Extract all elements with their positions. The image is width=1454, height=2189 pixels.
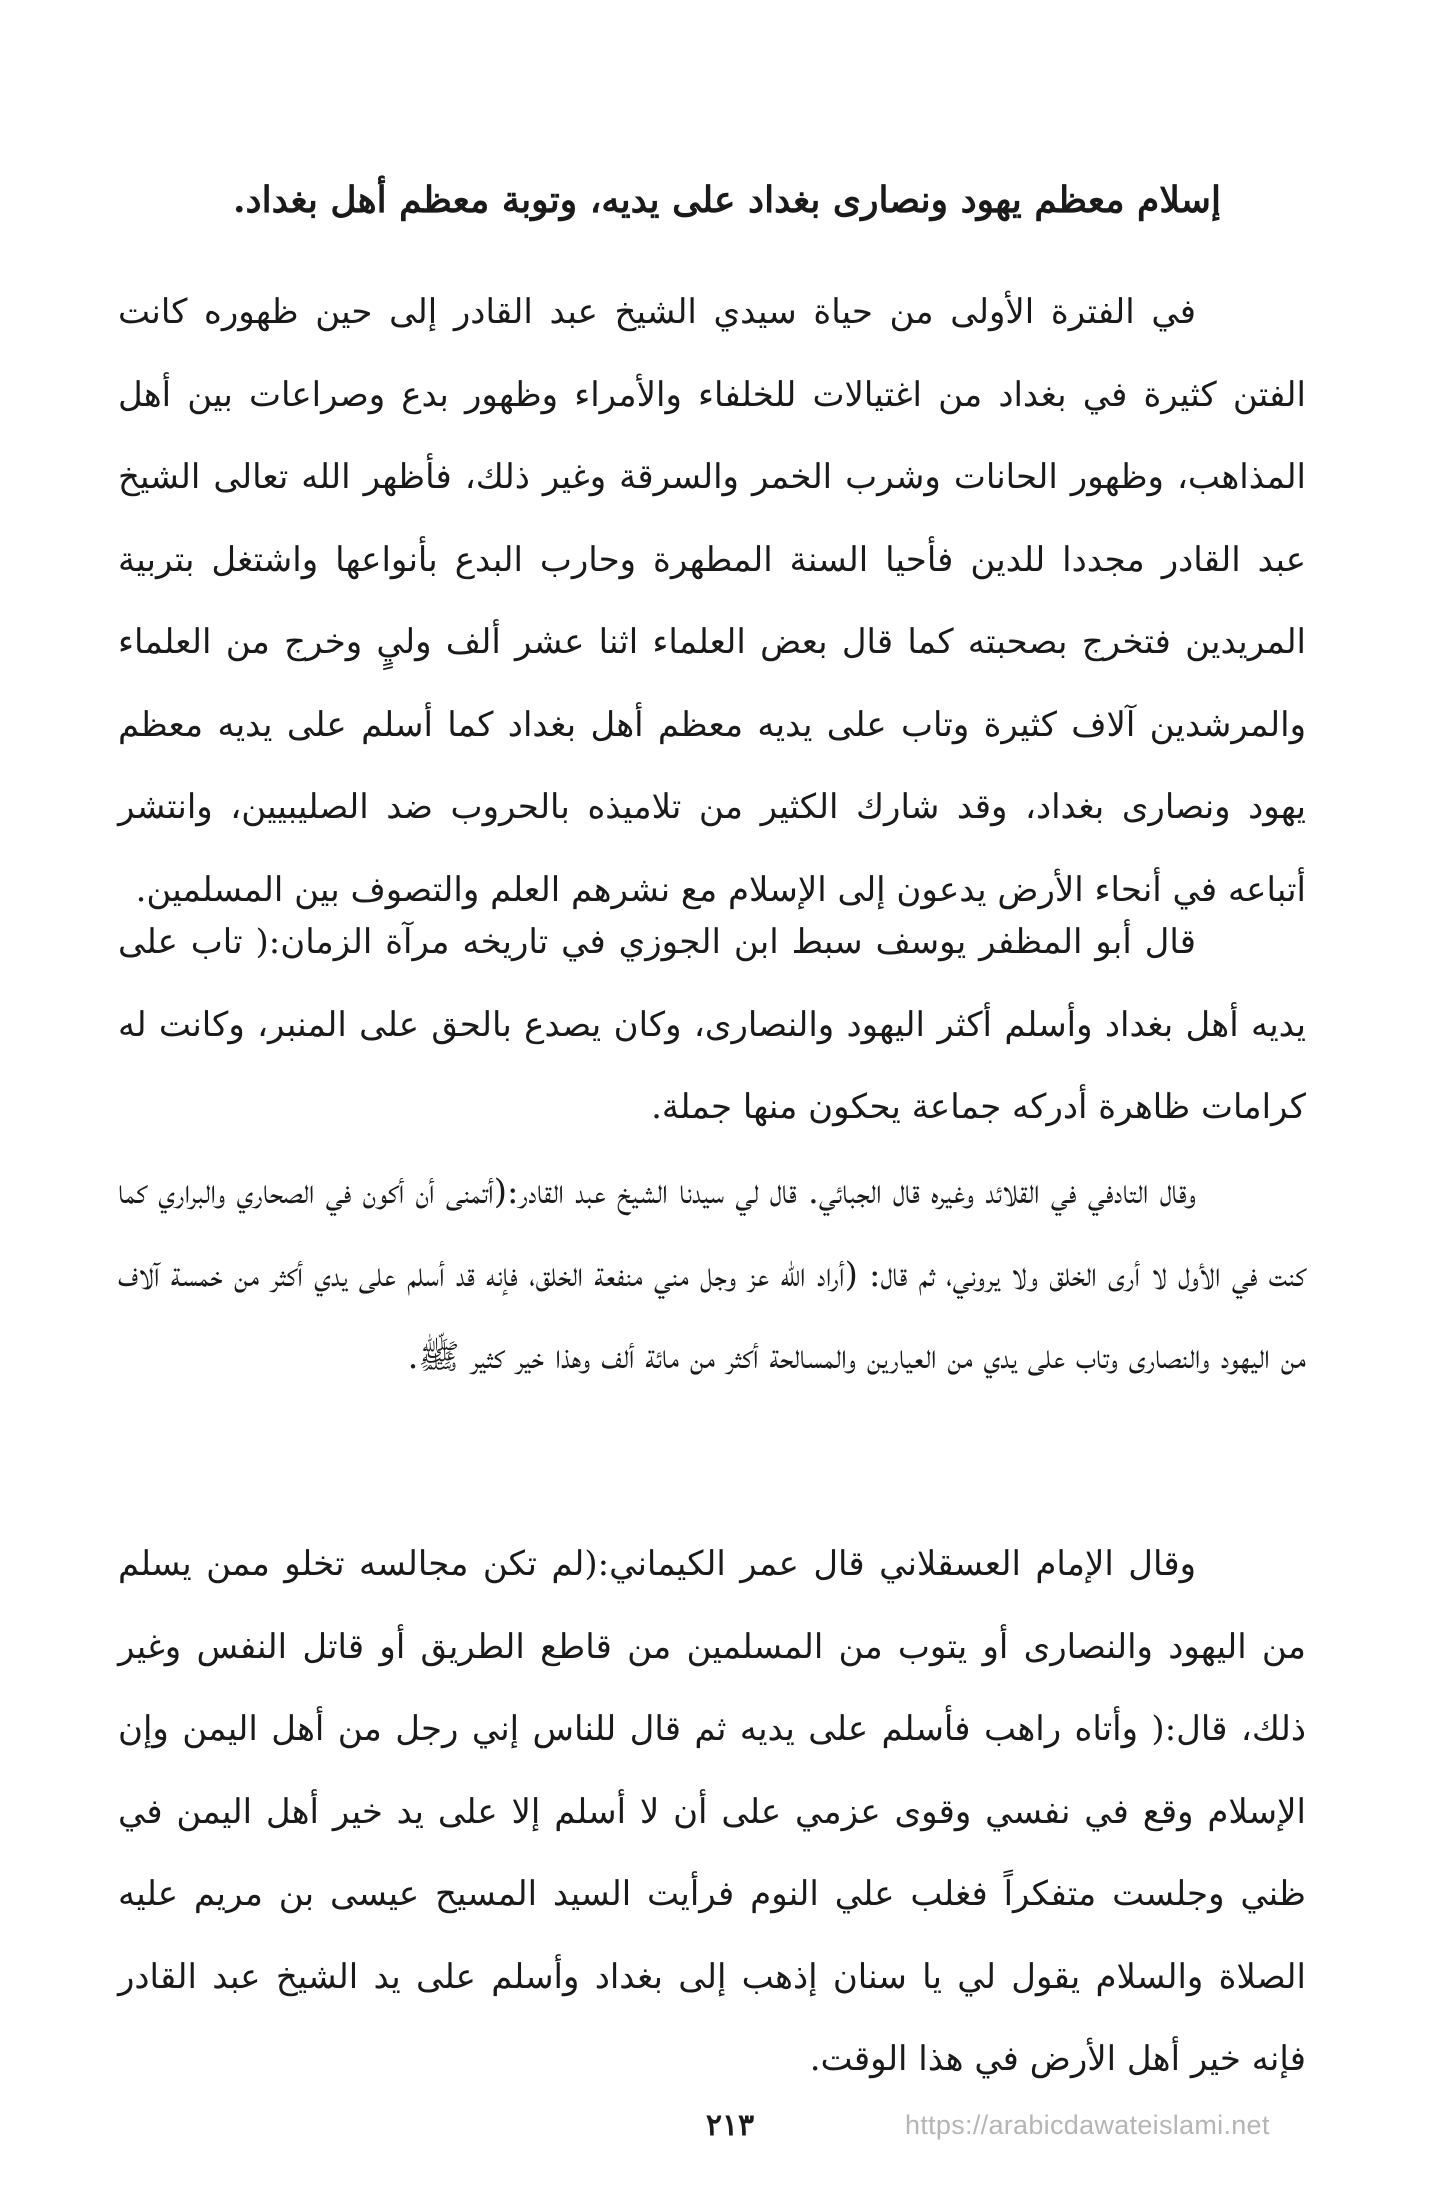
paragraph-2: قال أبو المظفر يوسف سبط ابن الجوزي في تاريخه مرآة الزمان:( تاب على يديه أهل بغداد وأسلم أكثر اليهود والنصارى، وكان يصدع بالحق على المنبر، وكانت له كرامات ظاهرة أدركه جماعة يحكون منها جملة. — [118, 922, 1306, 1127]
watermark-url: https://arabicdawateislami.net — [905, 2110, 1270, 2140]
paragraph-4: وقال الإمام العسقلاني قال عمر الكيماني:(لم تكن مجالسه تخلو ممن يسلم من اليهود والنصارى أو يتوب من المسلمين من قاطع الطريق أو قاتل النفس وغير ذلك، قال:( وأتاه راهب فأسلم على يديه ثم قال للناس إني رجل من أهل اليمن وإن الإسلام وقع في نفسي وقوى عزمي على أن لا أسلم إلا على يد خير أهل اليمن في ظني وجلست متفكراً فغلب علي النوم فرأيت السيد المسيح عيسى بن مريم عليه الصلاة والسلام يقول لي يا سنان إذهب إلى بغداد وأسلم على يد الشيخ عبد القادر فإنه خير أهل الأرض في هذا الوقت. — [118, 1544, 1306, 2079]
paragraph-1: في الفترة الأولى من حياة سيدي الشيخ عبد القادر إلى حين ظهوره كانت الفتن كثيرة في بغداد من اغتيالات للخلفاء والأمراء وظهور بدع وصراعات بين أهل المذاهب، وظهور الحانات وشرب الخمر والسرقة وغير ذلك، فأظهر الله تعالى الشيخ عبد القادر مجددا للدين فأحيا السنة المطهرة وحارب البدع بأنواعها واشتغل بتربية المريدين فتخرج بصحبته كما قال بعض العلماء اثنا عشر ألف وليٍ وخرج من العلماء والمرشدين آلاف كثيرة وتاب على يديه معظم أهل بغداد كما أسلم على يديه معظم يهود ونصارى بغداد، وقد شارك الكثير من تلاميذه بالحروب ضد الصليبيين، وانتشر أتباعه في أنحاء الأرض يدعون إلى الإسلام مع نشرهم العلم والتصوف بين المسلمين. — [118, 292, 1306, 910]
paragraph-3: وقال التادفي في القلائد وغيره قال الجبائي. قال لي سيدنا الشيخ عبد القادر:(أتمنى أن أكون في الصحاري والبراري كما كنت في الأول لا أرى الخلق ولا يروني، ثم قال: (أراد الله عز وجل مني منفعة الخلق، فإنه قد أسلم على يدي أكثر من خمسة آلاف من اليهود والنصارى وتاب على يدي من العيارين والمسالحة أكثر من مائة ألف وهذا خير كثير ﷺ. — [118, 1172, 1306, 1377]
page-number: ٢١٣ — [705, 2108, 755, 2143]
section-title: إسلام معظم يهود ونصارى بغداد على يديه، وتوبة معظم أهل بغداد. — [233, 179, 1221, 222]
